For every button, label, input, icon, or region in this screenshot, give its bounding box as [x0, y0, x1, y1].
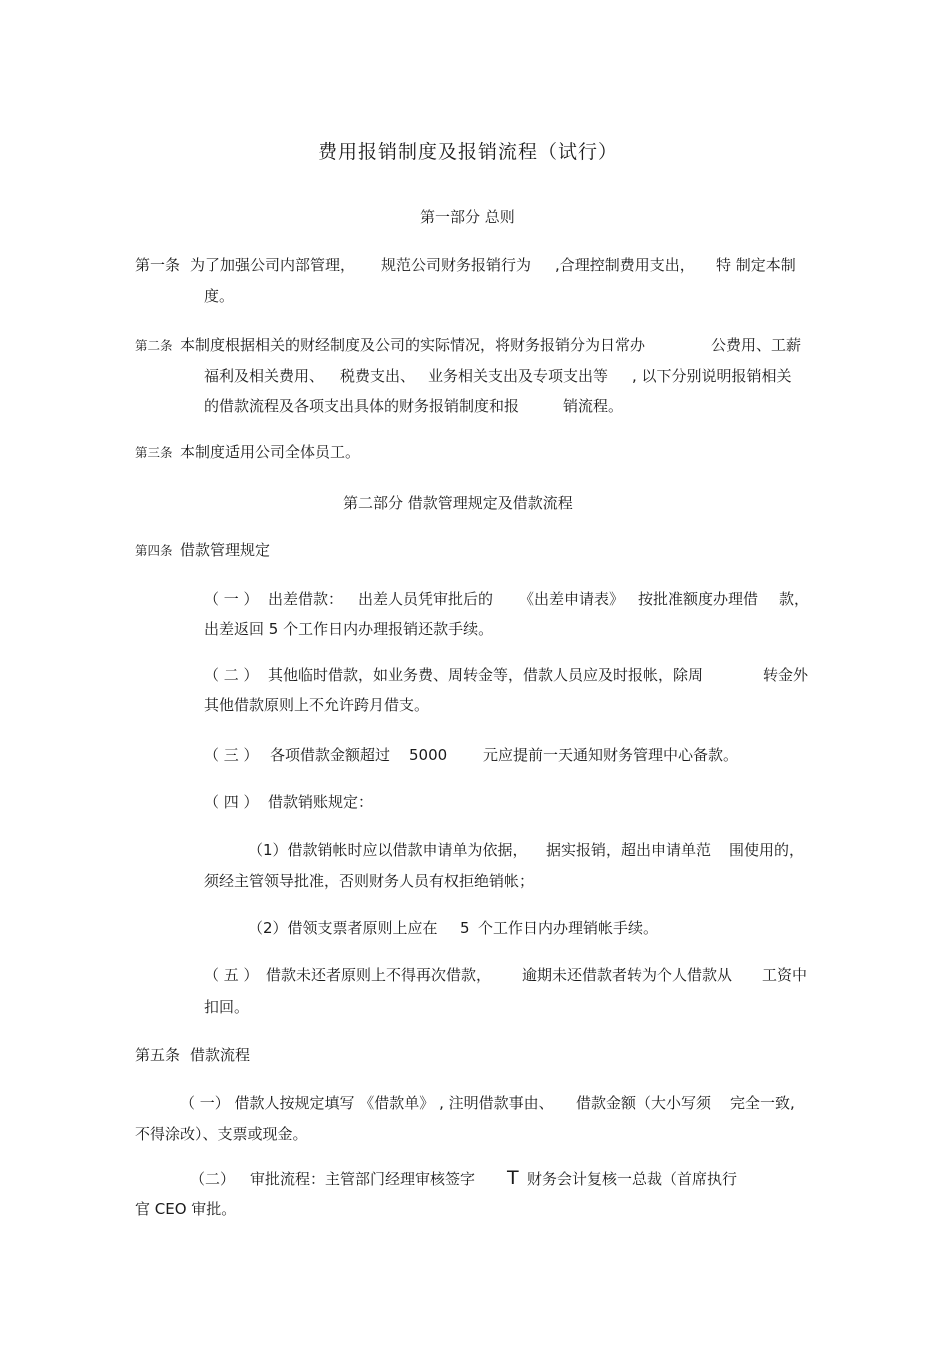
article2-label: 第二条	[135, 338, 173, 353]
article1-line2: 度。	[204, 287, 235, 305]
a5-item2-line1-c: T	[507, 1167, 519, 1189]
article4-label: 第四条	[135, 543, 173, 558]
a4-item1-line1-d: 按批准额度办理借	[638, 590, 759, 608]
a5-item1-line1-c: 完全一致,	[730, 1094, 795, 1112]
a4-item2-line1-a: 其他临时借款，如业务费、周转金等，借款人员应及时报帐，除周	[268, 666, 704, 684]
a4-item2-line2: 其他借款原则上不允许跨月借支。	[204, 696, 430, 714]
a4-item3-line1-a: 各项借款金额超过	[270, 746, 391, 764]
article2-line2-b: 税费支出、	[340, 367, 416, 385]
a5-item2-line1-a: （二）	[190, 1170, 236, 1188]
article3-text: 本制度适用公司全体员工。	[180, 443, 361, 461]
article2-line2-d: , 以下分别说明报销相关	[632, 367, 792, 385]
a4-sub1-line1-c: 围使用的，	[729, 841, 805, 859]
article1-line1-b: 规范公司财务报销行为	[381, 256, 532, 274]
article4-title: 借款管理规定	[180, 541, 271, 559]
a4-item5-line2: 扣回。	[204, 998, 250, 1016]
a4-item1-line1-e: 款，	[779, 590, 810, 608]
a4-item3-line1-c: 元应提前一天通知财务管理中心备款。	[483, 746, 739, 764]
article1-label: 第一条	[135, 256, 181, 274]
a4-item1-number: （ 一 ）	[204, 590, 259, 608]
a4-item1-line2: 出差返回 5 个工作日内办理报销还款手续。	[204, 620, 494, 638]
a4-item5-line1-a: 借款未还者原则上不得再次借款，	[266, 966, 492, 984]
a4-item1-line1-c: 《出差申请表》	[519, 590, 625, 608]
part1-heading: 第一部分 总则	[420, 208, 515, 226]
article1-line1-d: 特 制定本制	[716, 256, 796, 274]
article2-line3-a: 的借款流程及各项支出具体的财务报销制度和报	[204, 397, 520, 415]
a4-item1-line1-b: 出差人员凭审批后的	[358, 590, 494, 608]
a4-item2-number: （ 二 ）	[204, 666, 259, 684]
article5-label: 第五条	[135, 1046, 181, 1064]
a4-item5-number: （ 五 ）	[204, 966, 259, 984]
article1-line1-a: 为了加强公司内部管理，	[190, 256, 356, 274]
a4-sub2-line1-a: （2）借领支票者原则上应在	[248, 919, 438, 937]
a4-sub1-line1-b: 据实报销，超出申请单范	[546, 841, 712, 859]
part2-heading: 第二部分 借款管理规定及借款流程	[343, 494, 573, 512]
a4-sub1-line2: 须经主管领导批准，否则财务人员有权拒绝销帐；	[204, 872, 535, 890]
a5-item1-line1-a: （ 一） 借款人按规定填写 《借款单》 , 注明借款事由、	[180, 1094, 554, 1112]
a5-item1-line1-b: 借款金额（大小写须	[576, 1094, 712, 1112]
article2-line3-b: 销流程。	[563, 397, 624, 415]
a4-sub2-line1-c: 个工作日内办理销帐手续。	[478, 919, 659, 937]
a4-item3-line1-b: 5000	[409, 746, 448, 764]
document-title: 费用报销制度及报销流程（试行）	[318, 141, 619, 163]
a4-item1-line1-a: 出差借款：	[268, 590, 344, 608]
article5-title: 借款流程	[190, 1046, 251, 1064]
a4-sub1-line1-a: （1）借款销帐时应以借款申请单为依据，	[248, 841, 528, 859]
a4-item3-number: （ 三 ）	[204, 746, 259, 764]
a4-sub2-line1-b: 5	[460, 919, 470, 937]
a5-item2-line1-d: 财务会计复核一总裁（首席执行	[527, 1170, 738, 1188]
article3-label: 第三条	[135, 445, 173, 460]
a4-item2-line1-b: 转金外	[763, 666, 809, 684]
a5-item2-line2: 官 CEO 审批。	[135, 1200, 237, 1218]
article2-line1-b: 公费用、工薪	[711, 336, 802, 354]
a4-item4-text: 借款销账规定：	[268, 793, 374, 811]
a4-item4-number: （ 四 ）	[204, 793, 259, 811]
a4-item5-line1-c: 工资中	[762, 966, 808, 984]
article2-line1-a: 本制度根据相关的财经制度及公司的实际情况，将财务报销分为日常办	[180, 336, 646, 354]
article1-line1-c: ,合理控制费用支出，	[555, 256, 695, 274]
article2-line2-a: 福利及相关费用、	[204, 367, 325, 385]
a5-item2-line1-b: 审批流程：主管部门经理审核签字	[250, 1170, 476, 1188]
a4-item5-line1-b: 逾期未还借款者转为个人借款从	[522, 966, 733, 984]
a5-item1-line2: 不得涂改）、支票或现金。	[135, 1125, 308, 1143]
article2-line2-c: 业务相关支出及专项支出等	[428, 367, 609, 385]
